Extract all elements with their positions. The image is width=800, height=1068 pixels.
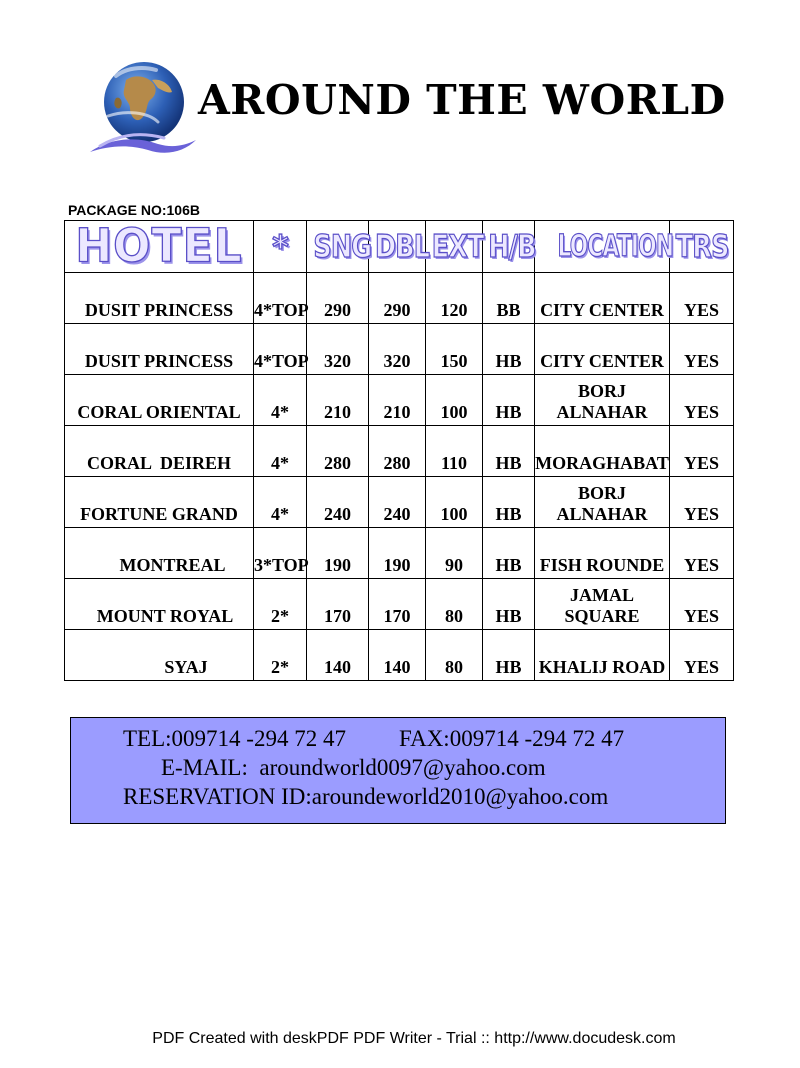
header-hotel: HOTEL bbox=[65, 221, 254, 273]
hotel-location: FISH ROUNDE bbox=[535, 528, 670, 579]
brand-title: AROUND THE WORLD bbox=[198, 76, 726, 124]
hotel-rates-table bbox=[64, 220, 734, 681]
table-row bbox=[65, 273, 734, 324]
hotel-name: SYAJ bbox=[65, 630, 254, 681]
hotel-name: DUSIT PRINCESS bbox=[65, 273, 254, 324]
hotel-location: MORAGHABAT bbox=[535, 426, 670, 477]
hotel-stars: 2* bbox=[254, 630, 307, 681]
transfer: YES bbox=[670, 426, 734, 477]
table-row bbox=[65, 579, 734, 630]
hotel-location: BORJ ALNAHAR bbox=[535, 375, 670, 426]
contact-box bbox=[70, 717, 726, 824]
price-dbl: 140 bbox=[369, 630, 426, 681]
price-dbl: 240 bbox=[369, 477, 426, 528]
contact-reservation: RESERVATION ID:aroundeworld2010@yahoo.com bbox=[123, 784, 609, 809]
board-basis: HB bbox=[483, 477, 535, 528]
price-ext: 120 bbox=[426, 273, 483, 324]
board-basis: HB bbox=[483, 579, 535, 630]
board-basis: HB bbox=[483, 528, 535, 579]
hotel-stars: 4*TOP bbox=[254, 324, 307, 375]
price-dbl: 280 bbox=[369, 426, 426, 477]
hotel-stars: 3*TOP bbox=[254, 528, 307, 579]
board-basis: HB bbox=[483, 324, 535, 375]
price-ext: 150 bbox=[426, 324, 483, 375]
price-ext: 90 bbox=[426, 528, 483, 579]
price-sng: 190 bbox=[307, 528, 369, 579]
hotel-location: CITY CENTER bbox=[535, 273, 670, 324]
hotel-stars: 4* bbox=[254, 426, 307, 477]
price-dbl: 290 bbox=[369, 273, 426, 324]
hotel-stars: 4* bbox=[254, 477, 307, 528]
contact-email: E-MAIL: aroundworld0097@yahoo.com bbox=[161, 755, 546, 780]
price-sng: 280 bbox=[307, 426, 369, 477]
price-sng: 320 bbox=[307, 324, 369, 375]
hotel-name: DUSIT PRINCESS bbox=[65, 324, 254, 375]
board-basis: HB bbox=[483, 426, 535, 477]
hotel-stars: 4*TOP bbox=[254, 273, 307, 324]
transfer: YES bbox=[670, 477, 734, 528]
globe-logo-icon bbox=[86, 58, 198, 158]
header-sng: SNG bbox=[307, 221, 369, 273]
hotel-stars: 2* bbox=[254, 579, 307, 630]
board-basis: HB bbox=[483, 375, 535, 426]
transfer: YES bbox=[670, 630, 734, 681]
price-ext: 110 bbox=[426, 426, 483, 477]
price-dbl: 320 bbox=[369, 324, 426, 375]
header-ext: EXT bbox=[426, 221, 483, 273]
price-dbl: 170 bbox=[369, 579, 426, 630]
header-trs: TRS bbox=[670, 221, 734, 273]
price-ext: 100 bbox=[426, 477, 483, 528]
price-sng: 140 bbox=[307, 630, 369, 681]
hotel-name: FORTUNE GRAND bbox=[65, 477, 254, 528]
board-basis: HB bbox=[483, 630, 535, 681]
header-stars: * bbox=[254, 221, 307, 273]
table-row bbox=[65, 528, 734, 579]
price-sng: 240 bbox=[307, 477, 369, 528]
table-row bbox=[65, 426, 734, 477]
transfer: YES bbox=[670, 324, 734, 375]
hotel-location: KHALIJ ROAD bbox=[535, 630, 670, 681]
hotel-name: MONTREAL bbox=[65, 528, 254, 579]
price-sng: 210 bbox=[307, 375, 369, 426]
price-dbl: 210 bbox=[369, 375, 426, 426]
price-sng: 290 bbox=[307, 273, 369, 324]
hotel-name: MOUNT ROYAL bbox=[65, 579, 254, 630]
price-sng: 170 bbox=[307, 579, 369, 630]
transfer: YES bbox=[670, 579, 734, 630]
table-row bbox=[65, 375, 734, 426]
board-basis: BB bbox=[483, 273, 535, 324]
hotel-stars: 4* bbox=[254, 375, 307, 426]
hotel-name: CORAL ORIENTAL bbox=[65, 375, 254, 426]
transfer: YES bbox=[670, 528, 734, 579]
pdf-footer: PDF Created with deskPDF PDF Writer - Trial :: http://www.docudesk.com bbox=[152, 1030, 676, 1047]
price-ext: 80 bbox=[426, 579, 483, 630]
header-location: LOCATION bbox=[535, 221, 670, 273]
transfer: YES bbox=[670, 273, 734, 324]
table-header-row bbox=[65, 221, 734, 273]
table-row bbox=[65, 630, 734, 681]
contact-fax: FAX:009714 -294 72 47 bbox=[399, 726, 625, 751]
package-number: PACKAGE NO:106B bbox=[68, 202, 200, 218]
price-dbl: 190 bbox=[369, 528, 426, 579]
table-row bbox=[65, 477, 734, 528]
hotel-location: CITY CENTER bbox=[535, 324, 670, 375]
header-dbl: DBL bbox=[369, 221, 426, 273]
contact-tel: TEL:009714 -294 72 47 bbox=[123, 726, 346, 751]
hotel-location: JAMAL SQUARE bbox=[535, 579, 670, 630]
transfer: YES bbox=[670, 375, 734, 426]
table-row bbox=[65, 324, 734, 375]
hotel-name: CORAL DEIREH bbox=[65, 426, 254, 477]
price-ext: 100 bbox=[426, 375, 483, 426]
header-hb: H/B bbox=[483, 221, 535, 273]
price-ext: 80 bbox=[426, 630, 483, 681]
hotel-location: BORJ ALNAHAR bbox=[535, 477, 670, 528]
